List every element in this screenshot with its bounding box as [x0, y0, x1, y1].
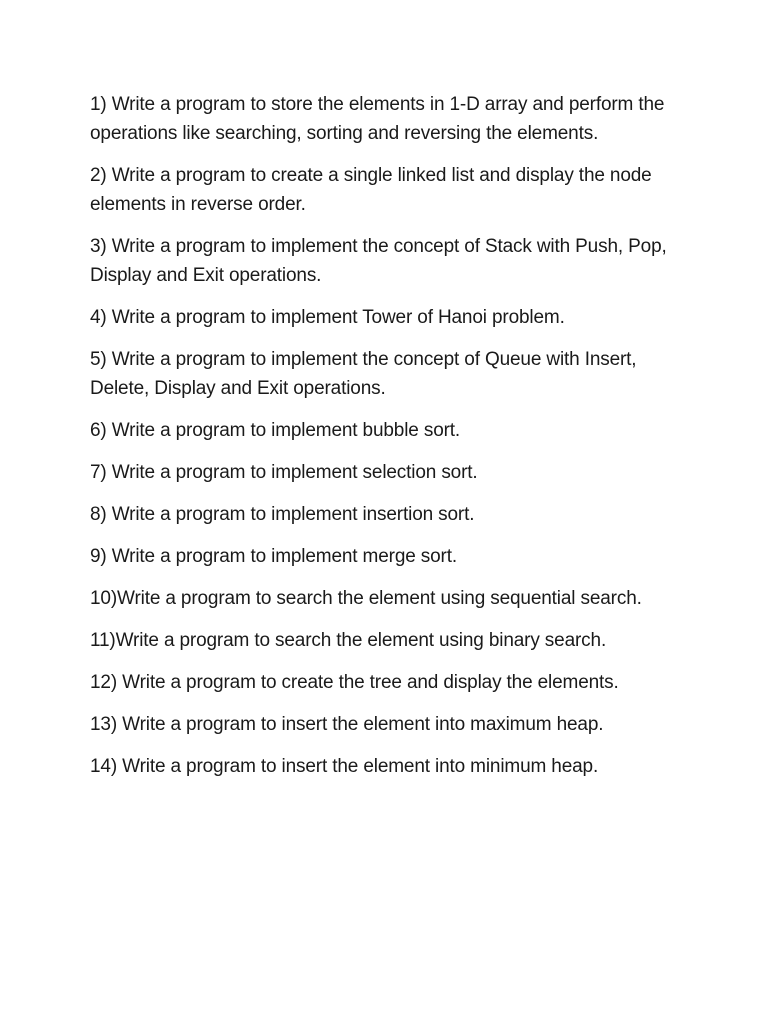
question-item-1: 1) Write a program to store the elements in 1-D array and perform the operations like searching, sorting and reversing the elements.	[90, 94, 665, 144]
question-item-4: 4) Write a program to implement Tower of Hanoi problem.	[90, 307, 565, 328]
question-item-14: 14) Write a program to insert the element into minimum heap.	[90, 756, 599, 777]
question-item-3: 3) Write a program to implement the concept of Stack with Push, Pop, Display and Exit operations.	[90, 236, 667, 286]
question-item-12: 12) Write a program to create the tree and display the elements.	[90, 672, 619, 693]
question-list	[90, 90, 695, 794]
question-item-6: 6) Write a program to implement bubble sort.	[90, 420, 461, 441]
question-item-7: 7) Write a program to implement selection sort.	[90, 462, 478, 483]
question-item-5: 5) Write a program to implement the concept of Queue with Insert, Delete, Display and Exit operations.	[90, 349, 637, 399]
question-item-9: 9) Write a program to implement merge sort.	[90, 546, 457, 567]
question-item-10: 10)Write a program to search the element using sequential search.	[90, 588, 642, 609]
question-item-2: 2) Write a program to create a single linked list and display the node elements in reverse order.	[90, 165, 652, 215]
question-item-13: 13) Write a program to insert the element into maximum heap.	[90, 714, 604, 735]
question-item-8: 8) Write a program to implement insertion sort.	[90, 504, 475, 525]
question-item-11: 11)Write a program to search the element using binary search.	[90, 630, 607, 651]
